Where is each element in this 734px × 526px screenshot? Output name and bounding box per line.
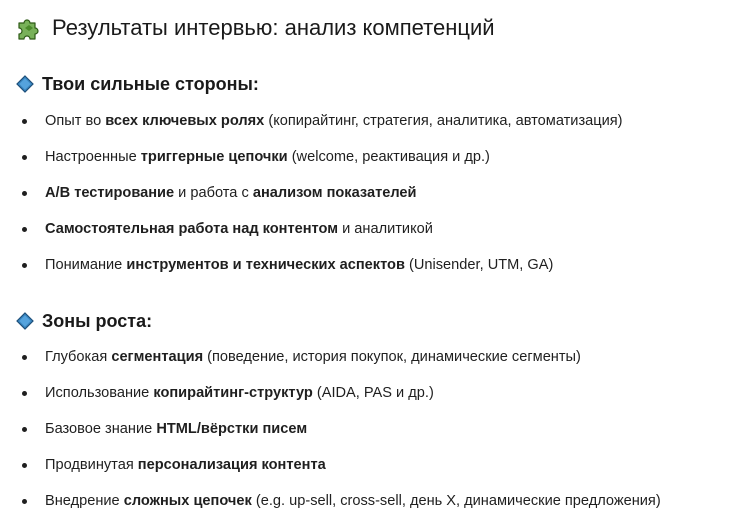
bullet-icon <box>22 355 27 360</box>
list-item-text: Продвинутая персонализация контента <box>45 457 326 473</box>
list-item <box>22 490 661 512</box>
bullet-icon <box>22 155 27 160</box>
list-item-text: A/B тестирование и работа с анализом показателей <box>45 185 417 201</box>
list-item <box>22 454 326 476</box>
bullet-icon <box>22 227 27 232</box>
page-title: Результаты интервью: анализ компетенций <box>52 15 495 40</box>
blue-diamond-icon <box>16 312 34 330</box>
list-item-text: Понимание инструментов и технических аспектов (Unisender, UTM, GA) <box>45 257 554 273</box>
list-item-text: Настроенные триггерные цепочки (welcome, реактивация и др.) <box>45 149 490 165</box>
list-item <box>22 382 434 404</box>
list-item <box>22 182 417 204</box>
bullet-icon <box>22 119 27 124</box>
section-title: Зоны роста: <box>42 310 153 331</box>
bullet-icon <box>22 427 27 432</box>
list-item <box>22 346 581 368</box>
bullet-icon <box>22 191 27 196</box>
list-item <box>22 110 623 132</box>
bullet-icon <box>22 263 27 268</box>
list-item-text: Глубокая сегментация (поведение, история покупок, динамические сегменты) <box>45 349 581 365</box>
list-item <box>22 418 307 440</box>
page-title-row <box>16 12 495 44</box>
list-item <box>22 146 490 168</box>
list-item <box>22 218 433 240</box>
puzzle-piece-icon <box>16 15 42 41</box>
list-item-text: Самостоятельная работа над контентом и аналитикой <box>45 221 433 237</box>
bullet-icon <box>22 499 27 504</box>
bullet-icon <box>22 391 27 396</box>
section-header-strengths <box>16 71 259 97</box>
section-header-growth <box>16 308 152 334</box>
bullet-icon <box>22 463 27 468</box>
list-item-text: Опыт во всех ключевых ролях (копирайтинг, стратегия, аналитика, автоматизация) <box>45 113 623 129</box>
section-title: Твои сильные стороны: <box>42 73 259 94</box>
list-item-text: Внедрение сложных цепочек (e.g. up-sell, cross-sell, день X, динамические предложения) <box>45 493 661 509</box>
list-item-text: Базовое знание HTML/вёрстки писем <box>45 421 308 437</box>
blue-diamond-icon <box>16 75 34 93</box>
list-item <box>22 254 553 276</box>
list-item-text: Использование копирайтинг-структур (AIDA, PAS и др.) <box>45 385 434 401</box>
